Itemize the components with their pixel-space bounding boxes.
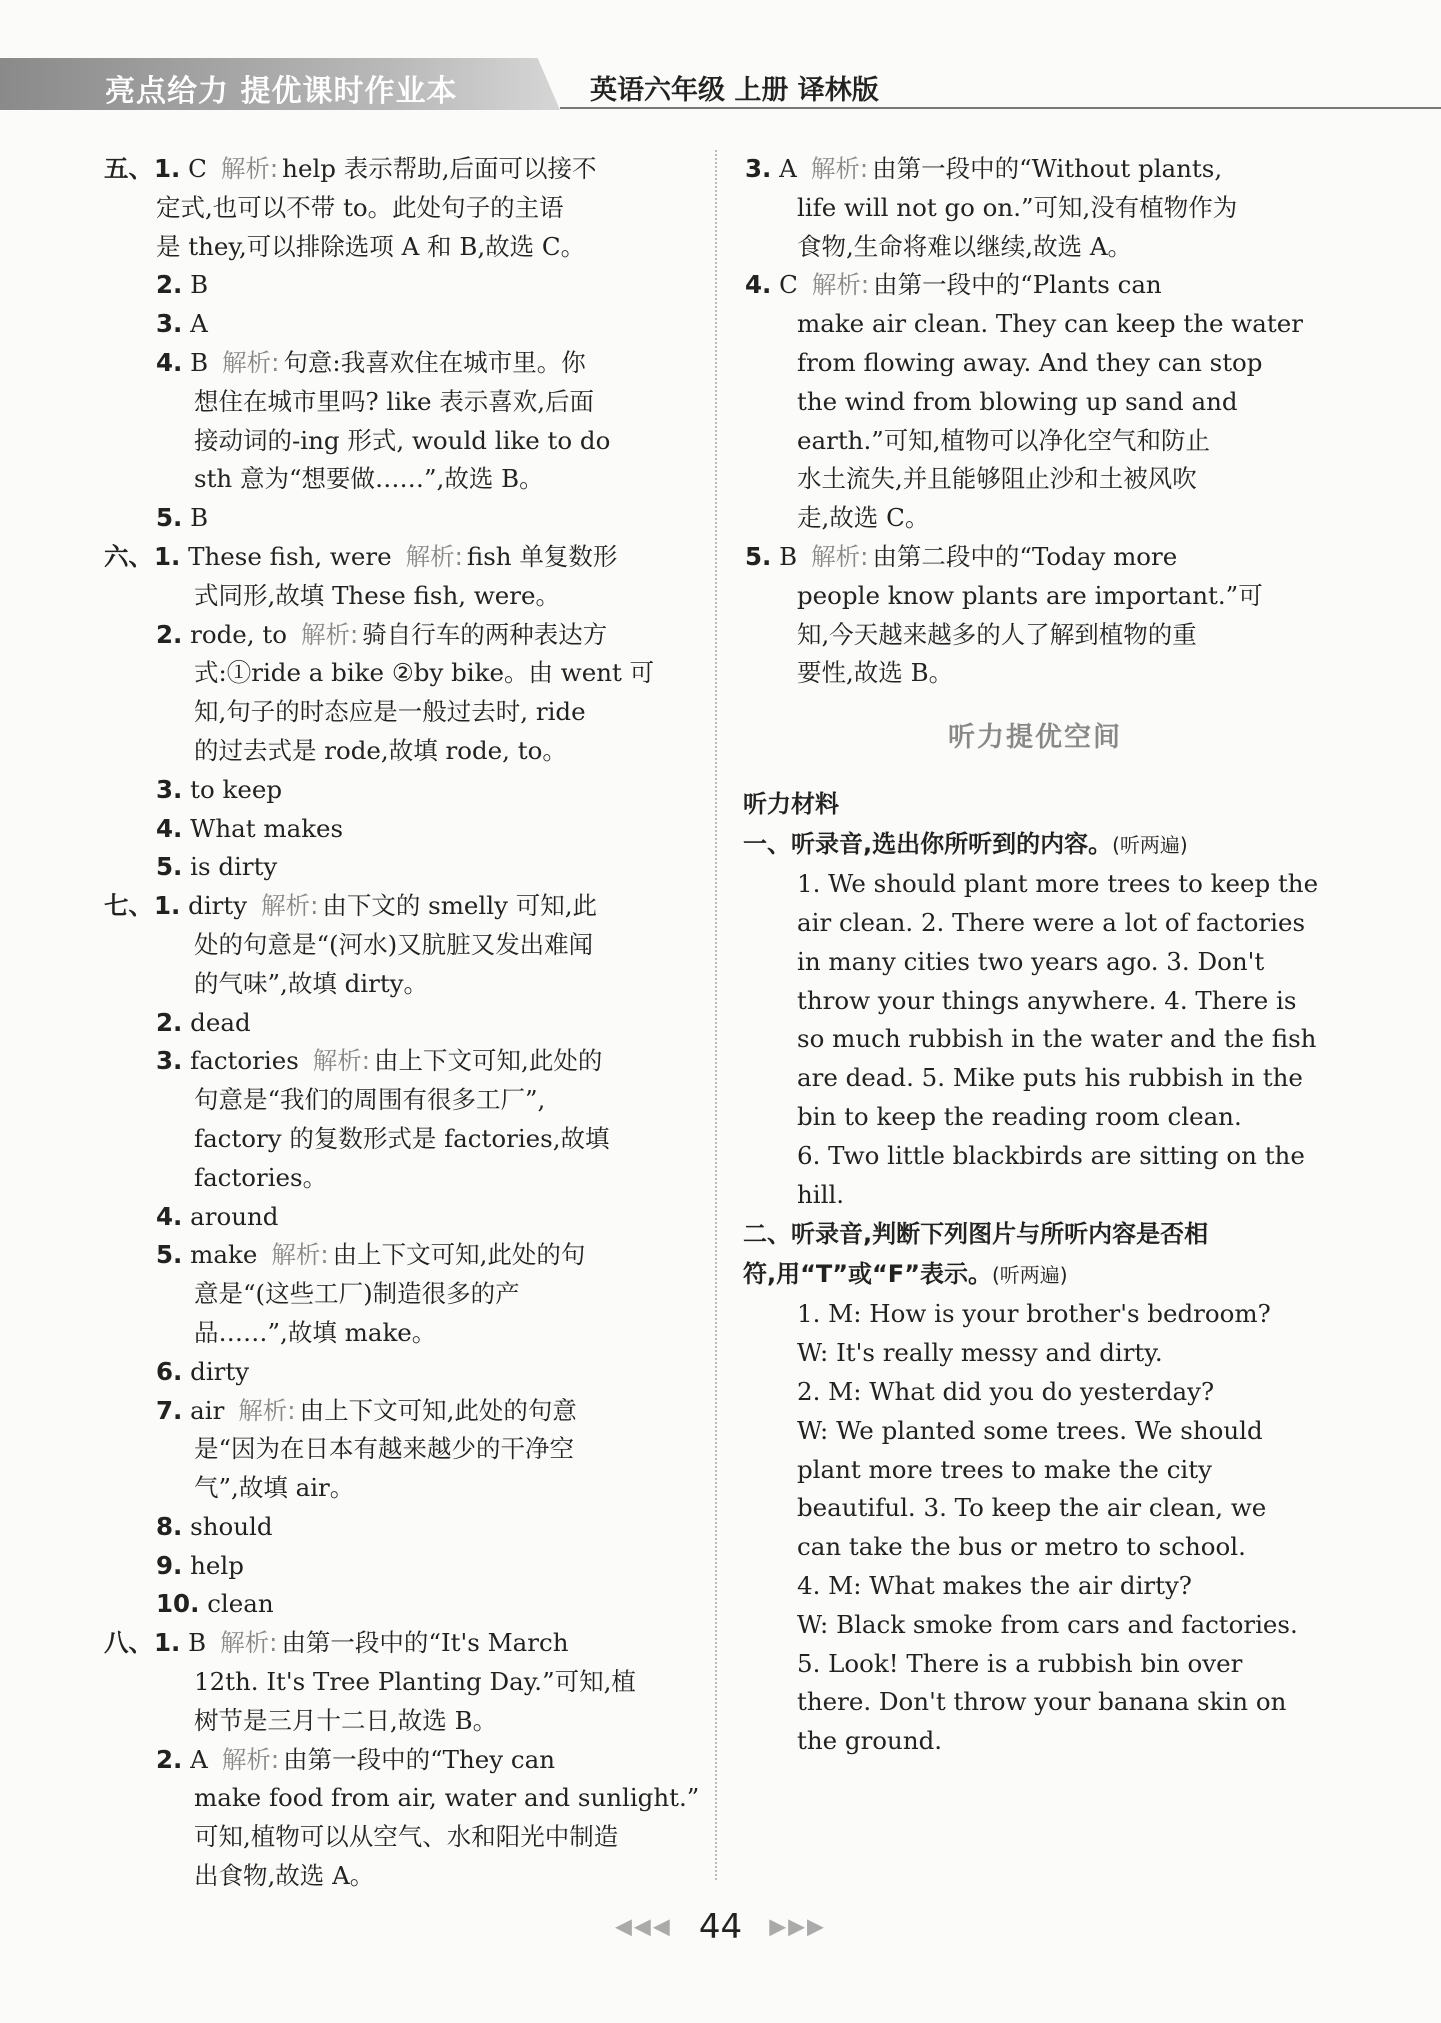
answer-line [104, 1314, 684, 1353]
transcript-line: 1. We should plant more trees to keep the [797, 869, 1319, 899]
answer-line [104, 1741, 684, 1780]
answer-text: 食物,生命将难以继续,故选 A。 [797, 231, 1133, 261]
answer-line [104, 1198, 684, 1237]
item-number: 2. [156, 1007, 183, 1037]
answer-text: 式同形,故填 These fish, were。 [194, 580, 561, 610]
answer-text: 品……”,故填 make。 [194, 1317, 437, 1347]
item-number: 3. [156, 309, 183, 339]
analysis-text: 由上下文可知,此处的句 [332, 1240, 586, 1270]
answer-line [745, 383, 1325, 422]
answer-text: A [779, 154, 797, 183]
answer-line [104, 1702, 684, 1741]
section-number: 五、 [104, 154, 153, 183]
answer-line [745, 189, 1325, 228]
answer-line [104, 732, 684, 771]
answer-line [104, 616, 684, 655]
answer-text: C [188, 154, 207, 183]
transcript-line: the ground. [797, 1726, 943, 1756]
analysis-label: 解析: [238, 1395, 296, 1425]
answer-text: 是 they,可以排除选项 A 和 B,故选 C。 [156, 231, 586, 261]
item-number: 6. [156, 1356, 183, 1386]
answer-text: C [779, 270, 798, 300]
answer-text: B [188, 1628, 207, 1658]
answer-text: rode, to [190, 619, 287, 649]
answer-text: 处的句意是“(河水)又肮脏又发出难闻 [194, 929, 594, 959]
section-number: 八、 [104, 1628, 153, 1658]
answer-line [104, 1779, 700, 1818]
answer-line [104, 1159, 684, 1198]
analysis-label: 解析: [261, 891, 319, 921]
item-number: 9. [156, 1550, 183, 1580]
analysis-text: 由第一段中的“Without plants, [872, 154, 1223, 183]
answer-line [104, 1004, 684, 1043]
section-number: 六、 [104, 541, 153, 571]
answer-text: dirty [188, 891, 248, 921]
analysis-label: 解析: [312, 1046, 371, 1076]
answer-text: dirty [190, 1356, 250, 1386]
answer-text: is dirty [190, 852, 278, 882]
analysis-text: fish 单复数形 [466, 541, 618, 571]
answer-line [104, 1236, 684, 1275]
analysis-label: 解析: [811, 270, 870, 300]
item-number: 5. [156, 852, 183, 882]
answer-text: B [190, 347, 209, 377]
transcript-line: so much rubbish in the water and the fish [797, 1024, 1317, 1054]
answer-line [104, 654, 684, 693]
answer-line [104, 1857, 684, 1896]
analysis-label: 解析: [810, 154, 869, 183]
item-number: 4. [745, 270, 772, 300]
analysis-label: 解析: [220, 1628, 278, 1658]
answer-text: A [190, 1744, 208, 1774]
item-number: 1. [154, 1628, 181, 1658]
transcript-line: hill. [797, 1179, 845, 1209]
answer-line [104, 189, 684, 228]
answer-list-continued [745, 150, 1325, 693]
answer-line [104, 150, 684, 189]
answer-text: 的气味”,故填 dirty。 [194, 968, 429, 998]
analysis-text: 由上下文可知,此处的 [374, 1046, 603, 1076]
answer-line [745, 228, 1325, 267]
answer-line [745, 577, 1325, 616]
item-number: 4. [156, 347, 183, 377]
left-column [104, 150, 700, 1896]
answer-line [104, 1042, 684, 1081]
item-number: 10. [156, 1589, 200, 1619]
answer-line [104, 887, 684, 926]
section-number: 七、 [104, 891, 153, 921]
answer-line [104, 693, 684, 732]
analysis-label: 解析: [271, 1240, 329, 1270]
item-number: 1. [154, 891, 181, 921]
answer-text: B [779, 541, 798, 571]
transcript-line: bin to keep the reading room clean. [797, 1101, 1242, 1131]
answer-line [104, 228, 684, 267]
book-subtitle: 英语六年级 上册 译林版 [590, 75, 879, 106]
part2-heading-a: 二、听录音,判断下列图片与所听内容是否相 [743, 1220, 1209, 1249]
answer-line [104, 266, 684, 305]
answer-text: 可知,植物可以从空气、水和阳光中制造 [194, 1822, 619, 1852]
answer-line [104, 499, 684, 538]
answer-text: to keep [190, 774, 283, 804]
part1-note: (听两遍) [1112, 833, 1188, 858]
answer-line [104, 1081, 684, 1120]
answer-line [104, 965, 684, 1004]
answer-text: earth.”可知,植物可以净化空气和防止 [797, 425, 1211, 455]
transcript-line: plant more trees to make the city [797, 1454, 1212, 1484]
answer-line [104, 422, 684, 461]
answer-line [104, 577, 684, 616]
analysis-label: 解析: [220, 154, 279, 183]
answer-line [104, 383, 684, 422]
answer-line [104, 848, 684, 887]
answer-line [104, 1818, 684, 1857]
analysis-text: 由第一段中的“It's March [281, 1628, 569, 1658]
answer-text: What makes [190, 813, 344, 843]
answer-line [104, 1120, 684, 1159]
answer-text: B [190, 270, 209, 300]
transcript-line: are dead. 5. Mike puts his rubbish in the [797, 1063, 1303, 1093]
listening-section-title: 听力提优空间 [948, 722, 1122, 754]
item-number: 4. [156, 813, 183, 843]
answer-text: dead [190, 1007, 251, 1037]
analysis-label: 解析: [300, 619, 359, 649]
answer-text: 意是“(这些工厂)制造很多的产 [194, 1279, 520, 1309]
answer-line [104, 1547, 684, 1586]
item-number: 2. [156, 619, 183, 649]
item-number: 3. [156, 1046, 183, 1076]
column-divider [715, 150, 717, 1880]
answer-text: factories [190, 1046, 299, 1076]
answer-line [104, 538, 684, 577]
answer-line [745, 499, 1325, 538]
transcript-line: 6. Two little blackbirds are sitting on the [797, 1140, 1305, 1170]
answer-text: 的过去式是 rode,故填 rode, to。 [194, 735, 567, 765]
answer-text: make [190, 1240, 258, 1270]
transcript-line: there. Don't throw your banana skin on [797, 1687, 1287, 1717]
item-number: 3. [745, 154, 772, 183]
part2-transcript [745, 1295, 1325, 1761]
answer-text: B [190, 503, 209, 533]
answer-line [104, 460, 684, 499]
part1-heading-text: 一、听录音,选出你所听到的内容。 [743, 830, 1113, 859]
analysis-label: 解析: [405, 541, 463, 571]
answer-text: 知,今天越来越多的人了解到植物的重 [797, 619, 1197, 649]
item-number: 1. [154, 541, 181, 571]
answer-text: the wind from blowing up sand and [797, 386, 1238, 416]
part2-heading-b [743, 1254, 1325, 1295]
analysis-label: 解析: [221, 1744, 280, 1774]
transcript-line: can take the bus or metro to school. [797, 1532, 1246, 1562]
answer-text: sth 意为“想要做……”,故选 B。 [194, 464, 544, 494]
answer-line [745, 616, 1325, 655]
transcript-line: 2. M: What did you do yesterday? [797, 1376, 1215, 1406]
transcript-line: 5. Look! There is a rubbish bin over [797, 1648, 1243, 1678]
transcript-line: beautiful. 3. To keep the air clean, we [797, 1493, 1267, 1523]
item-number: 1. [154, 154, 181, 183]
answer-line [745, 150, 1325, 189]
answer-line [104, 771, 684, 810]
next-arrows-icon: ▶▶▶ [769, 1914, 826, 1940]
answer-text: These fish, were [188, 541, 392, 571]
answer-text: people know plants are important.”可 [797, 580, 1263, 610]
answer-text: make food from air, water and sunlight.” [194, 1783, 700, 1813]
answer-text: make air clean. They can keep the water [797, 309, 1303, 339]
answer-text: help [190, 1550, 244, 1580]
answer-text: 气”,故填 air。 [194, 1473, 355, 1503]
answer-text: clean [207, 1589, 274, 1619]
answer-text: from flowing away. And they can stop [797, 347, 1263, 377]
item-number: 5. [156, 1240, 183, 1270]
answer-text: should [190, 1511, 273, 1541]
answer-line [104, 305, 684, 344]
analysis-text: 句意:我喜欢住在城市里。你 [283, 347, 586, 377]
book-title: 亮点给力 提优课时作业本 [105, 74, 458, 109]
answer-line [104, 1392, 684, 1431]
answer-line [745, 460, 1325, 499]
answer-text: 树节是三月十二日,故选 B。 [194, 1705, 498, 1735]
answer-text: 句意是“我们的周围有很多工厂”, [194, 1085, 546, 1115]
answer-text: life will not go on.”可知,没有植物作为 [797, 192, 1238, 222]
transcript-line: throw your things anywhere. 4. There is [797, 985, 1297, 1015]
item-number: 2. [156, 270, 183, 300]
transcript-line: in many cities two years ago. 3. Don't [797, 946, 1265, 976]
answer-text: factories。 [194, 1162, 328, 1192]
answer-line [745, 266, 1325, 305]
analysis-label: 解析: [222, 347, 280, 377]
answer-text: factory 的复数形式是 factories,故填 [194, 1123, 610, 1153]
answer-text: 想住在城市里吗? like 表示喜欢,后面 [194, 386, 595, 416]
answer-line [104, 810, 684, 849]
answer-line [745, 344, 1325, 383]
answer-line [104, 926, 684, 965]
analysis-text: 由第一段中的“They can [283, 1744, 556, 1774]
transcript-line: 1. M: How is your brother's bedroom? [797, 1299, 1271, 1329]
answer-line [104, 1430, 684, 1469]
answer-text: 是“因为在日本有越来越少的干净空 [194, 1434, 575, 1464]
answer-text: 接动词的-ing 形式, would like to do [194, 425, 611, 455]
part2-note: (听两遍) [991, 1263, 1068, 1288]
transcript-line: W: We planted some trees. We should [797, 1415, 1263, 1445]
answer-text: 式:①ride a bike ②by bike。由 went 可 [194, 658, 655, 688]
analysis-text: 由上下文可知,此处的句意 [299, 1395, 577, 1425]
answer-line [104, 1663, 684, 1702]
material-label: 听力材料 [743, 790, 839, 819]
answer-text: 要性,故选 B。 [797, 658, 954, 688]
answer-line [745, 305, 1325, 344]
answer-line [104, 1508, 684, 1547]
answer-line [104, 1469, 684, 1508]
header-rule [560, 107, 1441, 109]
item-number: 5. [745, 541, 772, 571]
item-number: 7. [156, 1395, 183, 1425]
answer-line [745, 538, 1325, 577]
analysis-text: 由第一段中的“Plants can [873, 270, 1162, 300]
answer-text: around [190, 1201, 279, 1231]
answer-line [104, 344, 684, 383]
answer-text: air [190, 1395, 225, 1425]
item-number: 2. [156, 1744, 183, 1774]
answer-line [104, 1275, 684, 1314]
answer-text: 知,句子的时态应是一般过去时, ride [194, 697, 586, 727]
item-number: 4. [156, 1201, 183, 1231]
right-column [745, 150, 1325, 1761]
page-header [0, 58, 1441, 110]
answer-text: A [190, 309, 208, 339]
answer-line [745, 422, 1325, 461]
item-number: 3. [156, 774, 183, 804]
analysis-text: help 表示帮助,后面可以接不 [282, 154, 597, 183]
analysis-text: 由第二段中的“Today more [872, 541, 1178, 571]
item-number: 8. [156, 1511, 183, 1541]
analysis-text: 骑自行车的两种表达方 [362, 619, 608, 649]
transcript-line: 4. M: What makes the air dirty? [797, 1570, 1192, 1600]
part1-transcript [745, 865, 1325, 1214]
answer-line [745, 654, 1325, 693]
answer-text: 定式,也可以不带 to。此处句子的主语 [156, 192, 564, 222]
answer-text: 12th. It's Tree Planting Day.”可知,植 [194, 1667, 636, 1697]
analysis-label: 解析: [811, 541, 869, 571]
transcript-line: W: It's really messy and dirty. [797, 1338, 1163, 1368]
answer-text: 水土流失,并且能够阻止沙和土被风吹 [797, 464, 1197, 494]
page-footer [0, 1907, 1441, 1947]
answer-line [104, 1624, 684, 1663]
prev-arrows-icon: ◀◀◀ [615, 1914, 672, 1940]
answer-text: 出食物,故选 A。 [194, 1861, 375, 1891]
page-number: 44 [698, 1907, 743, 1947]
part1-heading [743, 824, 1325, 865]
answer-line [104, 1353, 684, 1392]
answer-line [104, 1585, 684, 1624]
transcript-line: W: Black smoke from cars and factories. [797, 1609, 1298, 1639]
item-number: 5. [156, 503, 183, 533]
part2-heading-text: 符,用“T”或“F”表示。 [743, 1260, 992, 1289]
transcript-line: air clean. 2. There were a lot of factories [797, 907, 1306, 937]
answer-text: 走,故选 C。 [797, 503, 930, 533]
analysis-text: 由下文的 smelly 可知,此 [322, 891, 598, 921]
